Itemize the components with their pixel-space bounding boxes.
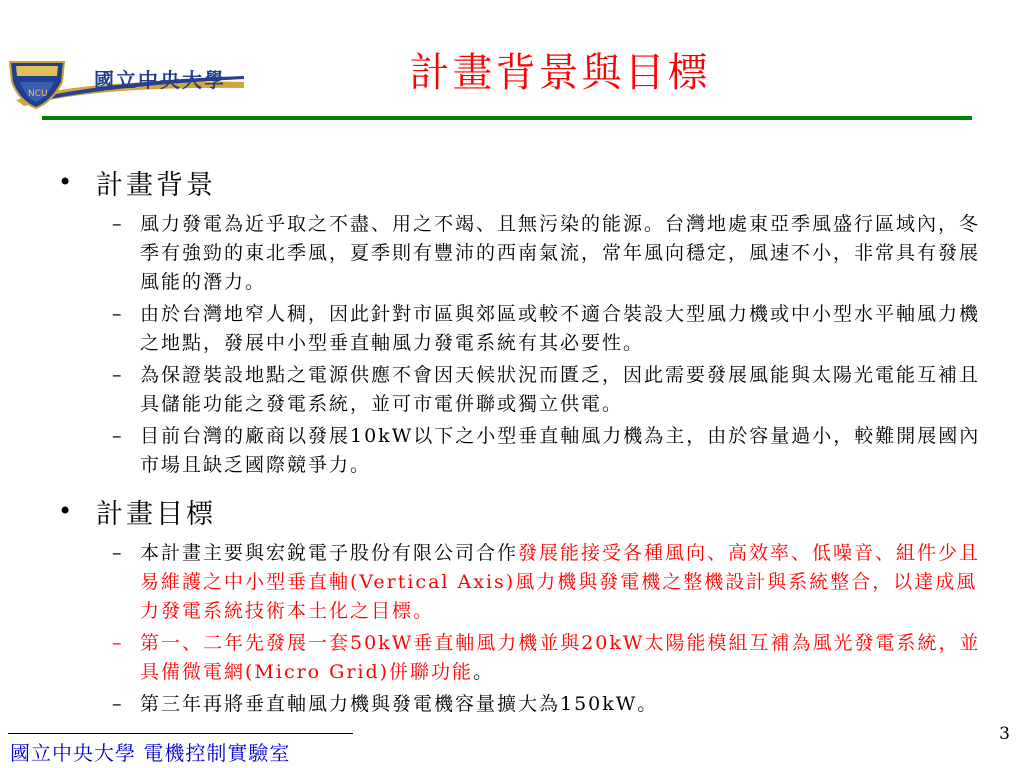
- item-text: 第三年再將垂直軸風力機與發電機容量擴大為150kW。: [140, 693, 659, 715]
- list-item: [58, 422, 998, 480]
- bullet-icon: •: [58, 497, 76, 525]
- list-item: [58, 210, 998, 297]
- slide-title: 計畫背景與目標: [409, 50, 711, 96]
- list-item: [58, 300, 998, 358]
- dash-icon: –: [112, 693, 124, 715]
- logo-badge-text: NCU: [28, 89, 48, 99]
- section-2: [58, 489, 998, 719]
- section-heading-text: 計畫目標: [96, 498, 216, 530]
- slide-content: [58, 160, 998, 728]
- section-heading: [58, 160, 998, 204]
- item-text: 。: [473, 661, 495, 683]
- item-text: 風力發電為近乎取之不盡、用之不竭、且無污染的能源。台灣地處東亞季風盛行區域內，冬季有強勁的東北季風，夏季則有豐沛的西南氣流，常年風向穩定，風速不小，非常具有發展風能的潛力。: [140, 213, 981, 293]
- section-heading-text: 計畫背景: [96, 169, 216, 201]
- title-divider: [42, 116, 972, 120]
- list-item: [58, 690, 998, 719]
- section-1: [58, 160, 998, 480]
- dash-icon: –: [112, 425, 124, 447]
- item-text: 由於台灣地窄人稠，因此針對市區與郊區或較不適合裝設大型風力機或中小型水平軸風力機之地點，發展中小型垂直軸風力發電系統有其必要性。: [140, 303, 981, 354]
- footer-divider: [8, 733, 353, 734]
- university-logo: [6, 52, 246, 110]
- page-number: 3: [999, 724, 1010, 744]
- dash-icon: –: [112, 213, 124, 235]
- item-text: 發展能接受各種風向、高效率、低噪音、組件少且易維護之中小型垂直軸(Vertical Axis)風力機與發電機之整機設計與系統整合，以達成風力發電系統技術本土化之目標。: [140, 542, 981, 622]
- item-text: 目前台灣的廠商以發展10kW以下之小型垂直軸風力機為主，由於容量過小，較難開展國內市場且缺乏國際競爭力。: [140, 425, 981, 476]
- list-item: [58, 539, 998, 626]
- item-text: 為保證裝設地點之電源供應不會因天候狀況而匱乏，因此需要發展風能與太陽光電能互補且具儲能功能之發電系統，並可市電併聯或獨立供電。: [140, 364, 981, 415]
- item-text: 本計畫主要與宏銳電子股份有限公司合作: [140, 542, 519, 564]
- dash-icon: –: [112, 632, 124, 654]
- list-item: [58, 629, 998, 687]
- section-heading: [58, 489, 998, 533]
- dash-icon: –: [112, 542, 124, 564]
- footer-text: 國立中央大學 電機控制實驗室: [10, 741, 291, 765]
- dash-icon: –: [112, 303, 124, 325]
- logo-text: 國立中央大學: [94, 68, 226, 92]
- bullet-icon: •: [58, 168, 76, 196]
- dash-icon: –: [112, 364, 124, 386]
- item-text: 第一、二年先發展一套50kW垂直軸風力機並與20kW太陽能模組互補為風光發電系統，並具備微電網(Micro Grid)併聯功能: [140, 632, 981, 683]
- list-item: [58, 361, 998, 419]
